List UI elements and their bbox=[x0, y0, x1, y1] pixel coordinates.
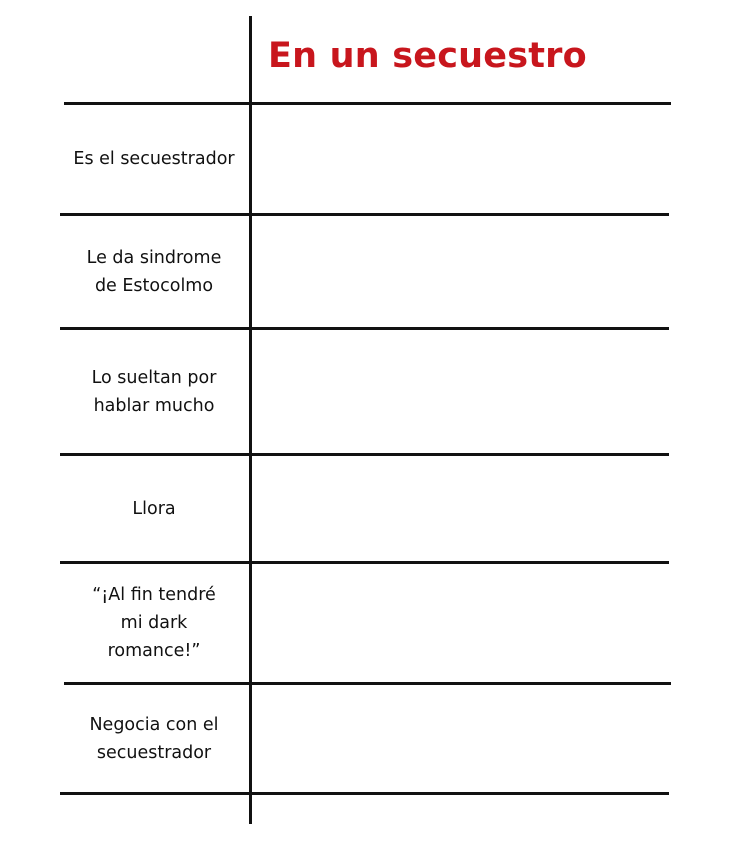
row-label-estocolmo bbox=[60, 216, 248, 327]
chart-title: En un secuestro bbox=[268, 36, 587, 76]
row-label-line: “¡Al fin tendré bbox=[92, 585, 216, 605]
row-label-secuestrador bbox=[60, 105, 248, 213]
row-label-line: Llora bbox=[132, 498, 176, 519]
row-label-line: romance!” bbox=[107, 641, 201, 661]
row-divider bbox=[60, 792, 669, 795]
row-label-line: Lo sueltan por bbox=[91, 367, 217, 388]
row-label-negocia bbox=[60, 685, 248, 792]
row-label-dark-romance bbox=[60, 564, 248, 682]
row-label-line: Le da sindrome bbox=[86, 247, 222, 268]
row-label-hablar-mucho bbox=[60, 330, 248, 453]
row-label-line: mi dark bbox=[120, 613, 188, 633]
row-label-line: Es el secuestrador bbox=[73, 149, 235, 169]
row-label-line: Negocia con el bbox=[89, 714, 219, 735]
row-label-line: de Estocolmo bbox=[94, 275, 214, 296]
vertical-divider bbox=[249, 16, 252, 824]
row-label-line: hablar mucho bbox=[93, 395, 215, 416]
row-label-llora bbox=[60, 456, 248, 561]
row-label-line: secuestrador bbox=[96, 742, 212, 763]
